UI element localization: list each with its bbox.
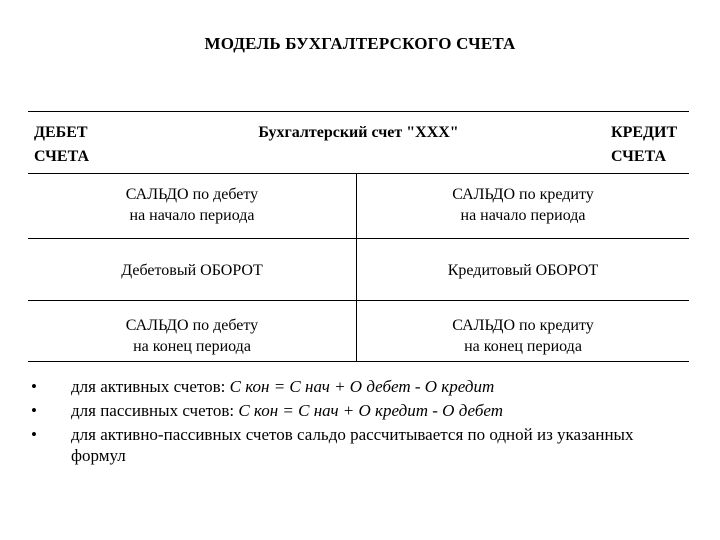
opening-credit-line2: на начало периода	[460, 207, 586, 224]
credit-header-line2: СЧЕТА	[611, 148, 666, 165]
closing-debit-line1: САЛЬДО по дебету	[125, 317, 259, 334]
credit-turnover-label: Кредитовый ОБОРОТ	[447, 262, 599, 279]
list-item	[28, 376, 668, 397]
account-name: Бухгалтерский счет "XXX"	[258, 124, 459, 141]
closing-credit-balance	[357, 315, 689, 357]
formula-bullet-list	[28, 376, 668, 469]
closing-credit-line2: на конец периода	[464, 338, 582, 355]
debit-turnover-label: Дебетовый ОБОРОТ	[121, 262, 263, 279]
debit-turnover	[28, 260, 356, 281]
opening-debit-balance	[28, 184, 356, 226]
opening-credit-balance	[357, 184, 689, 226]
bullet-formula: С кон = С нач + О кредит - О дебет	[238, 401, 503, 420]
list-item	[28, 400, 668, 421]
closing-credit-line1: САЛЬДО по кредиту	[452, 317, 594, 334]
debit-header-line1: ДЕБЕТ	[34, 124, 88, 141]
opening-debit-line1: САЛЬДО по дебету	[125, 186, 259, 203]
row-divider-line-2	[28, 300, 689, 301]
bullet-marker: •	[31, 401, 37, 420]
row-divider-line-1	[28, 238, 689, 239]
credit-turnover	[357, 260, 689, 281]
bullet-text: для активно-пассивных счетов сальдо рассчитывается по одной из указанных формул	[71, 425, 634, 465]
bullet-marker: •	[31, 425, 37, 444]
credit-header	[611, 121, 689, 169]
bullet-formula: С кон = С нач + О дебет - О кредит	[229, 377, 495, 396]
header-divider-line	[28, 173, 689, 174]
closing-debit-line2: на конец периода	[133, 338, 251, 355]
bullet-text: для пассивных счетов:	[71, 401, 239, 420]
opening-debit-line2: на начало периода	[129, 207, 255, 224]
top-border-line	[28, 111, 689, 112]
bottom-border-line	[28, 361, 689, 362]
list-item	[28, 424, 668, 466]
opening-credit-line1: САЛЬДО по кредиту	[452, 186, 594, 203]
debit-header-line2: СЧЕТА	[34, 148, 89, 165]
credit-header-line1: КРЕДИТ	[611, 124, 678, 141]
closing-debit-balance	[28, 315, 356, 357]
bullet-text: для активных счетов:	[71, 377, 230, 396]
bullet-marker: •	[31, 377, 37, 396]
page-title: МОДЕЛЬ БУХГАЛТЕРСКОГО СЧЕТА	[204, 34, 516, 53]
t-account-diagram	[28, 111, 689, 361]
